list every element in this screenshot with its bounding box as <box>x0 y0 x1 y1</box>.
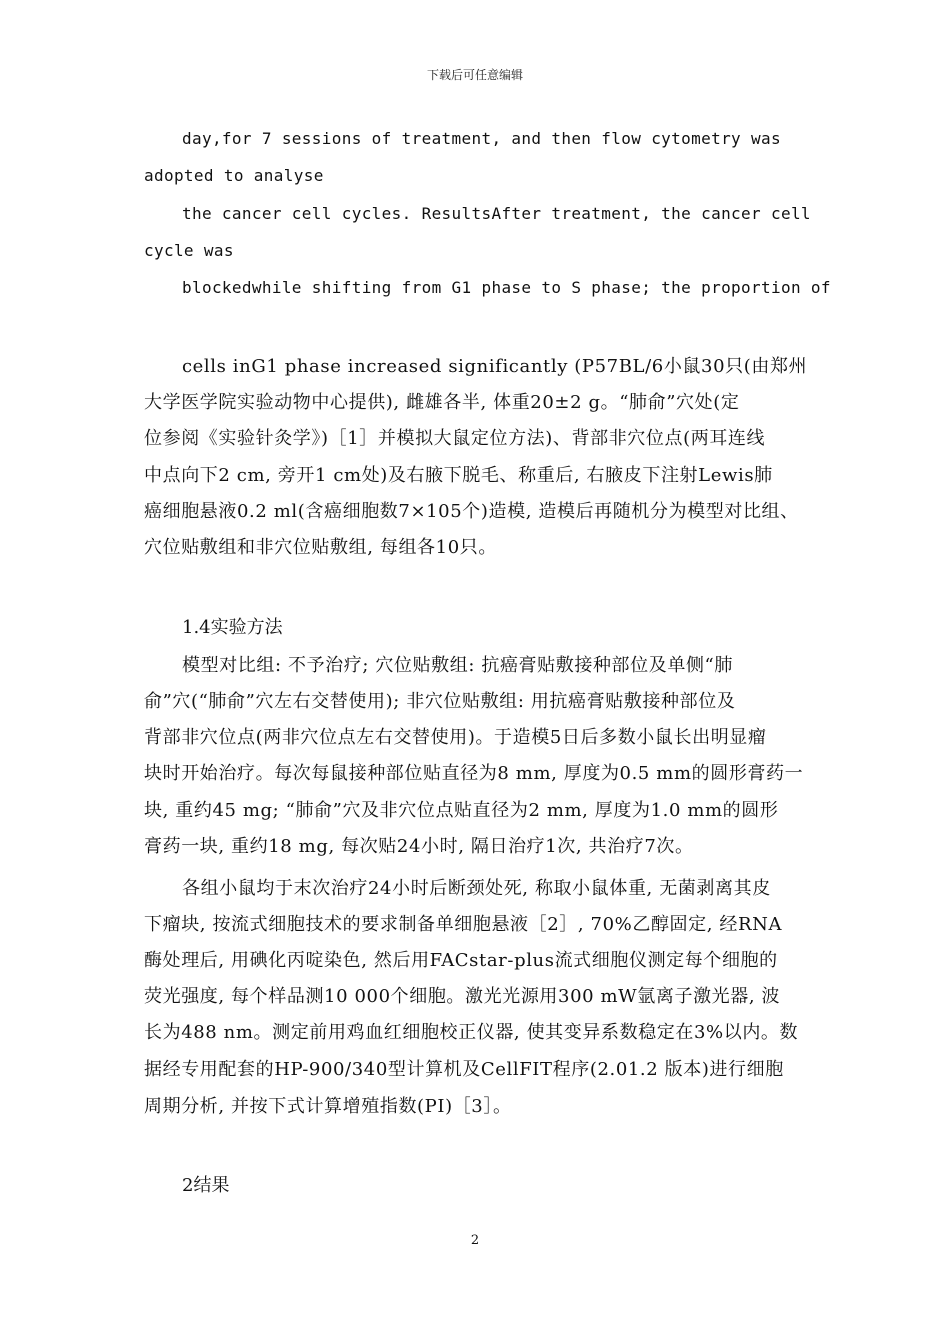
text-line: 背部非穴位点(两非穴位点左右交替使用)。于造模5日后多数小鼠长出明显瘤 <box>144 727 767 748</box>
text-line: 大学医学院实验动物中心提供), 雌雄各半, 体重20±2 g。“肺俞”穴处(定 <box>144 392 740 413</box>
text-line: 膏药一块, 重约18 mg, 每次贴24小时, 隔日治疗1次, 共治疗7次。 <box>144 836 694 857</box>
text-line: 癌细胞悬液0.2 ml(含癌细胞数7×105个)造模, 造模后再随机分为模型对比组、 <box>144 501 799 522</box>
page-header: 下载后可任意编辑 <box>426 68 523 82</box>
text-line: adopted to analyse <box>144 166 324 185</box>
page-number: 2 <box>470 1233 480 1248</box>
text-line: cells inG1 phase increased significantly (P57BL/6小鼠30只(由郑州 <box>182 356 808 377</box>
text-line: 酶处理后, 用碘化丙啶染色, 然后用FACstar-plus流式细胞仪测定每个细胞的 <box>144 950 778 971</box>
section-heading-1-4: 1.4实验方法 <box>182 617 283 638</box>
text-line: 穴位贴敷组和非穴位贴敷组, 每组各10只。 <box>144 537 497 558</box>
section-heading-2: 2结果 <box>182 1175 230 1196</box>
text-line: 块, 重约45 mg; “肺俞”穴及非穴位点贴直径为2 mm, 厚度为1.0 mm的圆形 <box>144 800 779 821</box>
text-line: cycle was <box>144 241 234 260</box>
text-line: 块时开始治疗。每次每鼠接种部位贴直径为8 mm, 厚度为0.5 mm的圆形膏药一 <box>144 763 804 784</box>
text-line: the cancer cell cycles. ResultsAfter treatment, the cancer cell <box>182 204 811 223</box>
text-line: 各组小鼠均于末次治疗24小时后断颈处死, 称取小鼠体重, 无菌剥离其皮 <box>182 878 771 899</box>
text-line: day,for 7 sessions of treatment, and then flow cytometry was <box>182 129 781 148</box>
text-line: 俞”穴(“肺俞”穴左右交替使用); 非穴位贴敷组: 用抗癌膏贴敷接种部位及 <box>144 691 736 712</box>
text-line: 下瘤块, 按流式细胞技术的要求制备单细胞悬液［2］, 70%乙醇固定, 经RNA <box>144 914 783 935</box>
text-line: 据经专用配套的HP-900/340型计算机及CellFIT程序(2.01.2 版本)进行细胞 <box>144 1059 784 1080</box>
text-line: 位参阅《实验针灸学》)［1］并模拟大鼠定位方法)、背部非穴位点(两耳连线 <box>144 428 766 449</box>
text-line: 长为488 nm。测定前用鸡血红细胞校正仪器, 使其变异系数稳定在3%以内。数 <box>144 1022 799 1043</box>
text-line: blockedwhile shifting from G1 phase to S phase; the proportion of <box>182 278 831 297</box>
text-line: 周期分析, 并按下式计算增殖指数(PI)［3］。 <box>144 1096 512 1117</box>
text-line: 荧光强度, 每个样品测10 000个细胞。激光光源用300 mW氩离子激光器, 波 <box>144 986 781 1007</box>
text-line: 模型对比组: 不予治疗; 穴位贴敷组: 抗癌膏贴敷接种部位及单侧“肺 <box>182 655 733 676</box>
text-line: 中点向下2 cm, 旁开1 cm处)及右腋下脱毛、称重后, 右腋皮下注射Lewis肺 <box>144 465 773 486</box>
